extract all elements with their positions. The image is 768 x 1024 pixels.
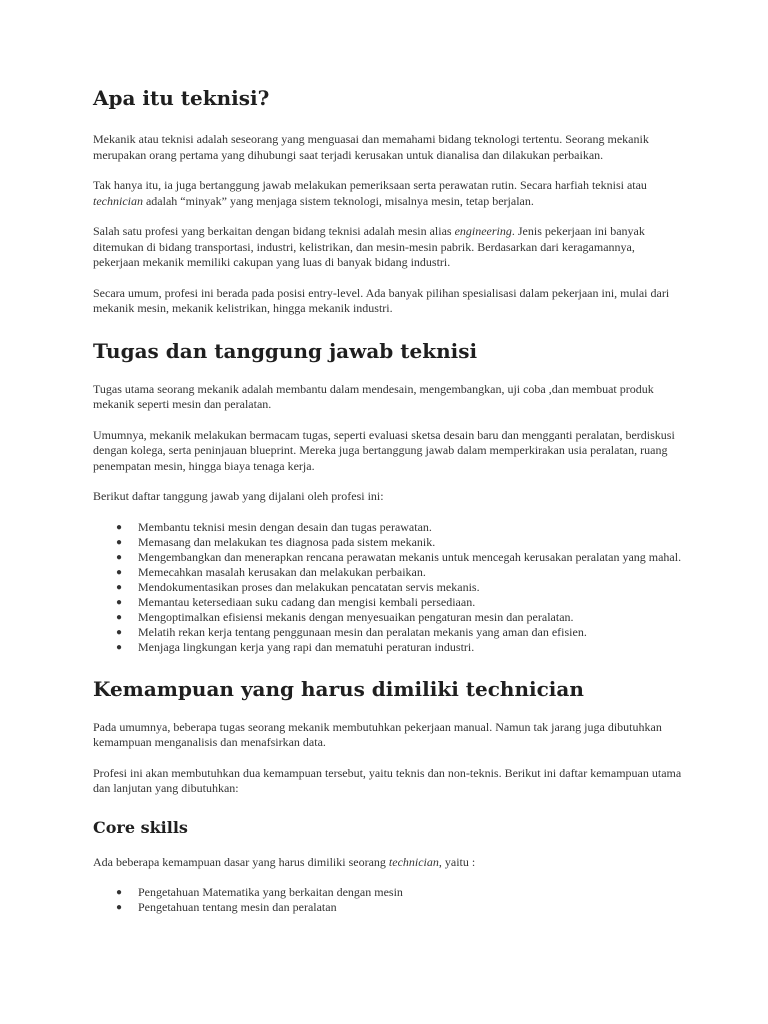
list-item: ● Membantu teknisi mesin dengan desain dan tugas perawatan. <box>116 519 432 534</box>
bullet-icon: ● <box>116 566 123 578</box>
list-item: ● Memantau ketersediaan suku cadang dan mengisi kembali persediaan. <box>116 594 476 609</box>
bullet-icon: ● <box>116 536 123 548</box>
paragraph: Umumnya, mekanik melakukan bermacam tugas, seperti evaluasi sketsa desain baru dan mengganti peralatan, berdiskusi dengan kolega, serta peninjauan blueprint. Mereka juga bertanggung jawab dalam memperkirakan usia peralatan, ruang penempatan mesin, hingga biaya tenaga kerja. <box>93 427 675 473</box>
bullet-icon: ● <box>116 551 123 563</box>
bullet-icon: ● <box>116 641 123 653</box>
list-item: ● Menjaga lingkungan kerja yang rapi dan mematuhi peraturan industri. <box>116 639 475 654</box>
paragraph: Tak hanya itu, ia juga bertanggung jawab melakukan pemeriksaan serta perawatan rutin. Secara harfiah teknisi atau technician adalah “minyak” yang menjaga sistem teknologi, misalnya mesin, tetap berjalan. <box>93 178 647 208</box>
bullet-icon: ● <box>116 521 123 533</box>
list-item: ● Mendokumentasikan proses dan melakukan pencatatan servis mekanis. <box>116 579 480 594</box>
list-item: ● Memasang dan melakukan tes diagnosa pada sistem mekanik. <box>116 534 436 549</box>
article-body <box>93 84 683 915</box>
responsibility-list <box>93 520 683 655</box>
paragraph: Pada umumnya, beberapa tugas seorang mekanik membutuhkan pekerjaan manual. Namun tak jarang juga dibutuhkan kemampuan menganalisis dan menafsirkan data. <box>93 719 662 749</box>
heading-kemampuan: Kemampuan yang harus dimiliki technician <box>93 676 584 701</box>
heading-core-skills: Core skills <box>93 817 188 837</box>
list-item: ● Mengoptimalkan efisiensi mekanis dengan menyesuaikan pengaturan mesin dan peralatan. <box>116 609 574 624</box>
paragraph: Ada beberapa kemampuan dasar yang harus dimiliki seorang technician, yaitu : <box>93 854 476 869</box>
list-item: ● Pengetahuan tentang mesin dan peralatan <box>116 900 337 914</box>
bullet-icon: ● <box>116 887 123 898</box>
paragraph: Salah satu profesi yang berkaitan dengan bidang teknisi adalah mesin alias engineering. Jenis pekerjaan ini banyak ditemukan di bidang transportasi, industri, kelistrikan, dan mesin-mesin pabrik. Berdasarkan dari keragamannya, pekerjaan mekanik memiliki cakupan yang luas di banyak bidang industri. <box>93 224 645 269</box>
paragraph: Berikut daftar tanggung jawab yang dijalani oleh profesi ini: <box>93 489 384 503</box>
list-item: ● Melatih rekan kerja tentang penggunaan mesin dan peralatan mekanis yang aman dan efisien. <box>116 624 587 639</box>
bullet-icon: ● <box>116 626 123 638</box>
bullet-icon: ● <box>116 581 123 593</box>
list-item: ● Mengembangkan dan menerapkan rencana perawatan mekanis untuk mencegah kerusakan peralatan yang mahal. <box>116 549 682 564</box>
paragraph: Mekanik atau teknisi adalah seseorang yang menguasai dan memahami bidang teknologi tertentu. Seorang mekanik merupakan orang pertama yang dihubungi saat terjadi kerusakan untuk dianalisa dan dilakukan perbaikan. <box>93 132 649 162</box>
heading-apa-itu-teknisi: Apa itu teknisi? <box>93 86 270 110</box>
paragraph: Tugas utama seorang mekanik adalah membantu dalam mendesain, mengembangkan, uji coba ,dan membuat produk mekanik seperti mesin dan peralatan. <box>93 381 654 411</box>
bullet-icon: ● <box>116 611 123 623</box>
paragraph: Profesi ini akan membutuhkan dua kemampuan tersebut, yaitu teknis dan non-teknis. Berikut ini daftar kemampuan utama dan lanjutan yang dibutuhkan: <box>93 765 682 795</box>
bullet-icon: ● <box>116 902 123 913</box>
core-skills-list <box>93 885 683 915</box>
heading-tugas-tanggung-jawab: Tugas dan tanggung jawab teknisi <box>93 338 478 363</box>
paragraph: Secara umum, profesi ini berada pada posisi entry-level. Ada banyak pilihan spesialisasi dalam pekerjaan ini, mulai dari mekanik mesin, mekanik kelistrikan, hingga mekanik industri. <box>93 285 670 315</box>
list-item: ● Pengetahuan Matematika yang berkaitan dengan mesin <box>116 885 403 899</box>
bullet-icon: ● <box>116 596 123 608</box>
list-item: ● Memecahkan masalah kerusakan dan melakukan perbaikan. <box>116 564 426 579</box>
